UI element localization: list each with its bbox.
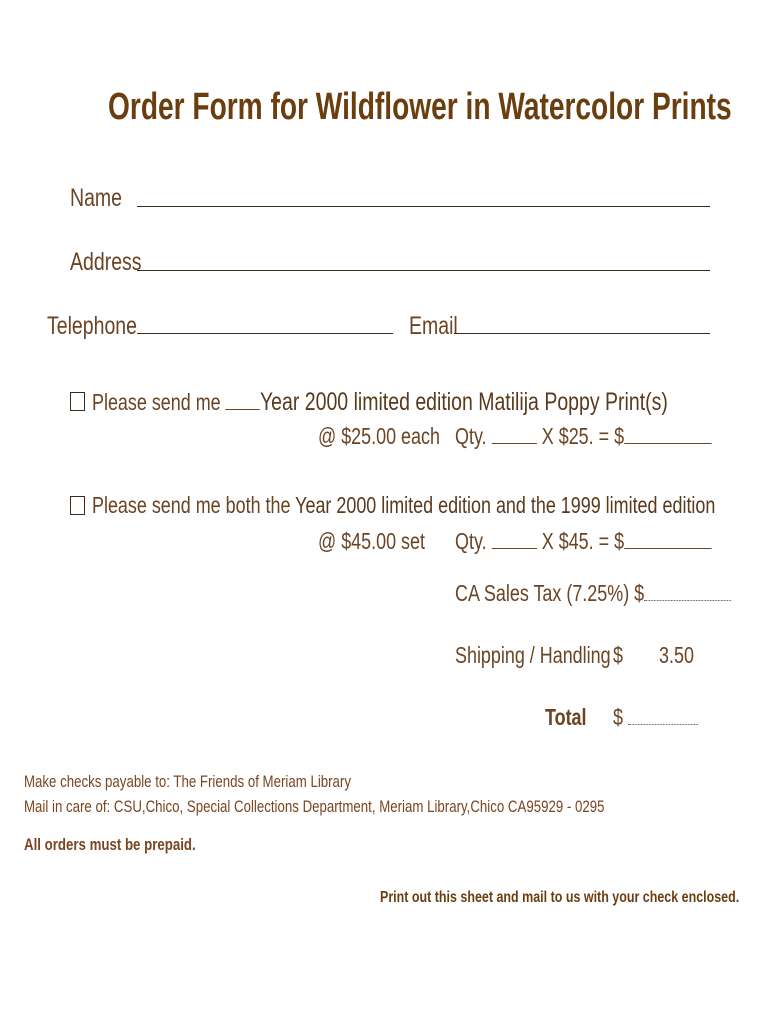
address-label: Address: [70, 248, 142, 276]
email-label: Email: [409, 312, 458, 340]
prepaid-note: All orders must be prepaid.: [24, 835, 196, 854]
total-line: [613, 704, 722, 731]
shipping-currency: $: [613, 642, 623, 668]
option1-product: Year 2000 limited edition Matilija Poppy Print(s): [259, 388, 668, 416]
option2-qty-field[interactable]: [492, 528, 537, 549]
shipping-amount: 3.50: [659, 642, 694, 668]
name-label: Name: [70, 184, 123, 212]
option2-price: @ $45.00 set: [318, 528, 425, 554]
option2-qty-line: [455, 528, 770, 555]
total-label: Total: [545, 704, 587, 730]
tax-line: [455, 580, 770, 607]
email-field[interactable]: [454, 333, 710, 334]
option2-formula: X $45. = $: [536, 528, 625, 554]
option1-line: [92, 388, 770, 417]
option2-amount-field[interactable]: [624, 528, 711, 549]
option1-prefix: Please send me: [92, 389, 226, 415]
option1-formula: X $25. = $: [536, 423, 625, 449]
total-currency: $: [613, 704, 623, 730]
option2-prefix: Please send me both the: [92, 492, 296, 518]
telephone-field[interactable]: [137, 333, 393, 334]
telephone-label: Telephone: [47, 312, 138, 340]
total-amount-field[interactable]: [628, 704, 698, 725]
option1-qty-line: [455, 423, 770, 450]
tax-amount-field[interactable]: [644, 580, 731, 601]
option2-checkbox[interactable]: [70, 496, 85, 515]
option1-price: @ $25.00 each: [318, 423, 440, 449]
option1-checkbox[interactable]: [70, 392, 85, 411]
payable-note: Make checks payable to: The Friends of Meriam Library: [24, 772, 351, 791]
option1-amount-field[interactable]: [624, 423, 711, 444]
tax-label: CA Sales Tax (7.25%) $: [455, 580, 645, 606]
name-field[interactable]: [137, 206, 710, 207]
option2-qty-label: Qty.: [455, 528, 487, 554]
print-instructions: Print out this sheet and mail to us with your check enclosed.: [380, 889, 740, 906]
option2-line: [92, 492, 770, 519]
option1-count-field[interactable]: [226, 389, 260, 410]
option2-product: Year 2000 limited edition and the 1999 limited edition: [295, 492, 716, 518]
option1-qty-label: Qty.: [455, 423, 487, 449]
option1-qty-field[interactable]: [492, 423, 537, 444]
mail-note: Mail in care of: CSU,Chico, Special Collections Department, Meriam Library,Chico CA95929 - 0295: [24, 797, 605, 816]
shipping-label: Shipping / Handling: [455, 642, 611, 668]
form-title: Order Form for Wildflower in Watercolor Prints: [108, 86, 732, 128]
address-field[interactable]: [137, 270, 710, 271]
